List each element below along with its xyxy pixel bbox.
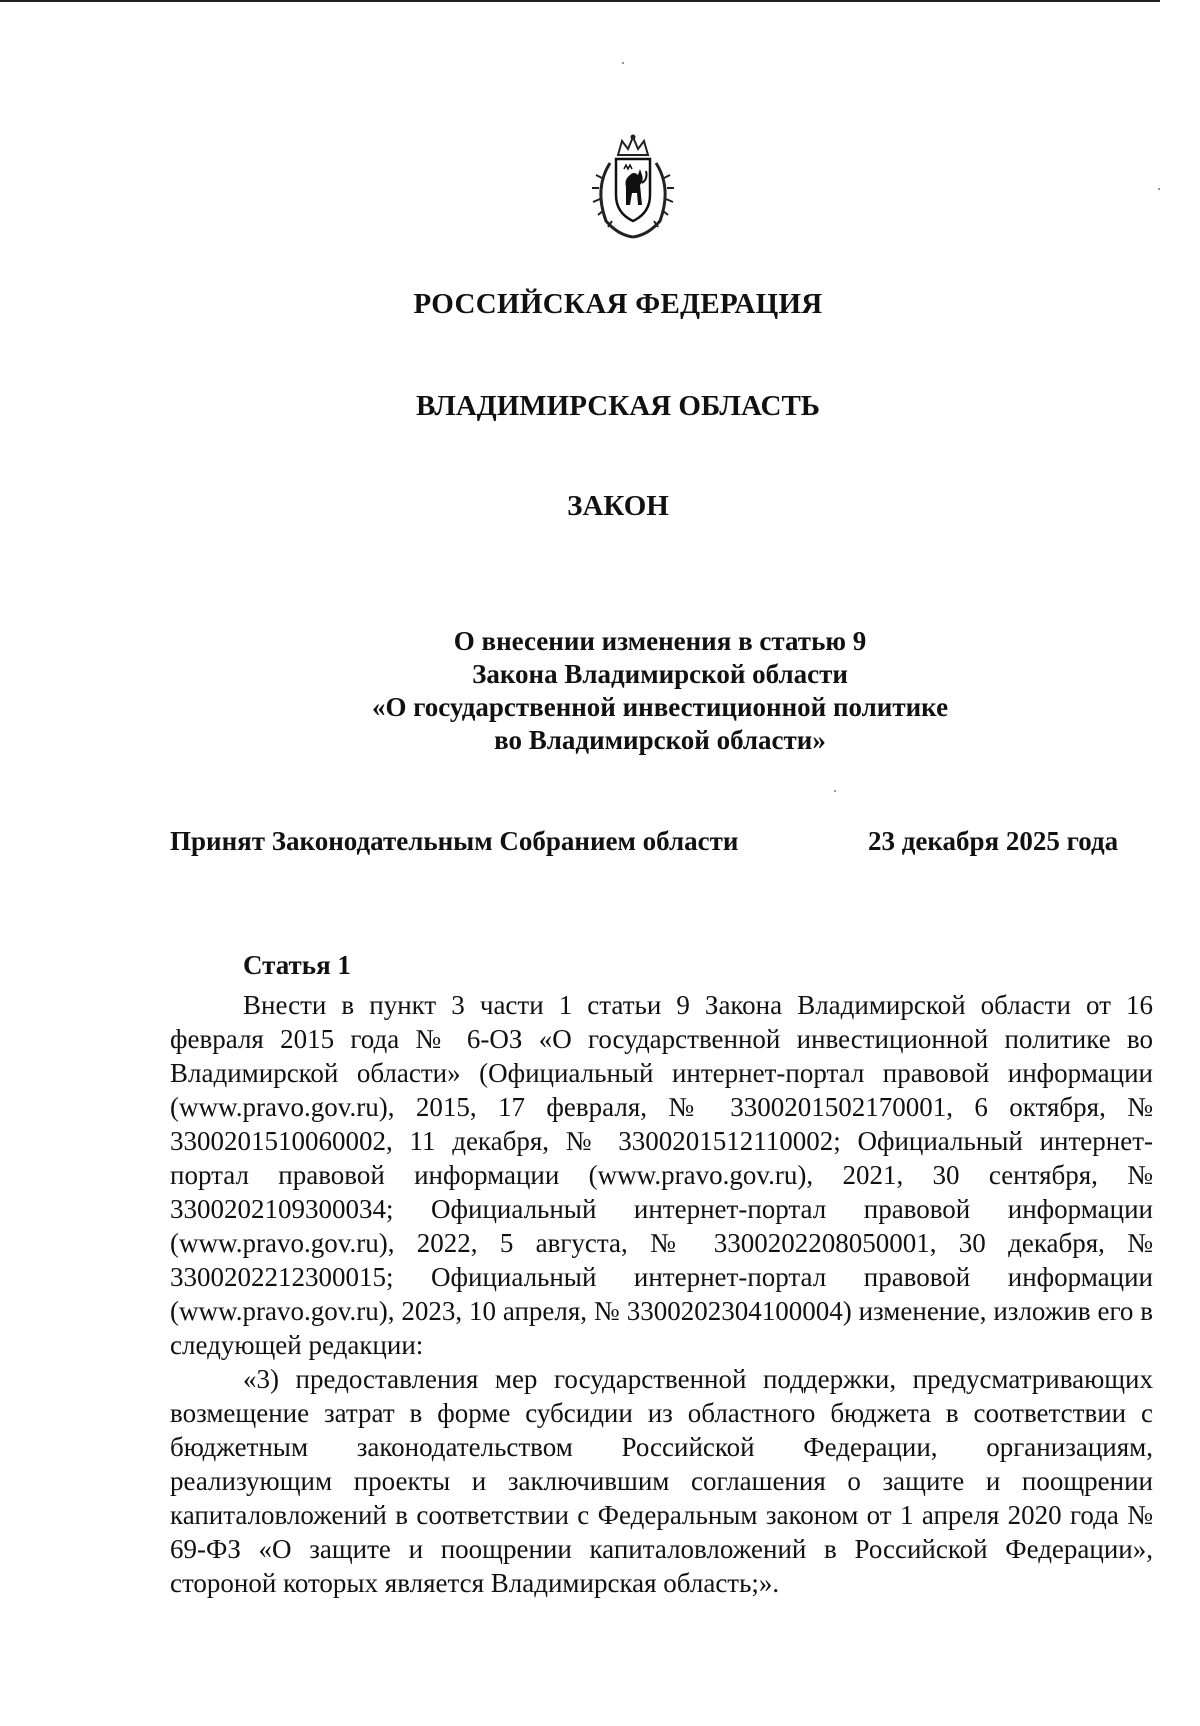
scan-speck [834, 790, 836, 792]
scan-speck [622, 62, 624, 64]
coat-of-arms-icon [588, 133, 678, 243]
document-type-heading: ЗАКОН [567, 490, 669, 522]
adoption-date: 23 декабря 2025 года [868, 826, 1119, 856]
country-heading: РОССИЙСКАЯ ФЕДЕРАЦИЯ [413, 288, 823, 320]
subject-line: О внесении изменения в статью 9 [453, 626, 867, 656]
article-paragraph-quoted: «3) предоставления мер государственной поддержки, предусматривающих возмещение затрат в форме субсидии из областного бюджета в соответствии с бюджетным законодательством Российской Федерации, организациям, реализующим проекты и заключившим соглашения о защите и поощрении капиталовложений в соответствии с Федеральным законом от 1 апреля 2020 года № 69-ФЗ «О защите и поощрении капиталовложений в Российской Федерации», стороной которых является Владимирская область;». [170, 1364, 1153, 1598]
article-paragraph: Внести в пункт 3 части 1 статьи 9 Закона Владимирской области от 16 февраля 2015 года № 6-ОЗ «О государственной инвестиционной политике во Владимирской области» (Официальный интернет-портал правовой информации (www.pravo.gov.ru), 2015, 17 февраля, № 3300201502170001, 6 октября, № 3300201510060002, 11 декабря, № 3300201512110002; Официальный интернет-портал правовой информации (www.pravo.gov.ru), 2021, 30 сентября, № 3300202109300034; Официальный интернет-портал правовой информации (www.pravo.gov.ru), 2022, 5 августа, № 3300202208050001, 30 декабря, № 3300202212300015; Официальный интернет-портал правовой информации (www.pravo.gov.ru), 2023, 10 апреля, № 3300202304100004) изменение, изложив его в следующей редакции: [170, 990, 1153, 1360]
article-body [170, 988, 1153, 1600]
article-title: Статья 1 [243, 950, 351, 980]
top-border-line [0, 0, 1160, 2]
adoption-label: Принят Законодательным Собранием области [170, 826, 739, 856]
scan-speck [1158, 188, 1160, 190]
subject-line: Закона Владимирской области [472, 659, 848, 689]
region-heading: ВЛАДИМИРСКАЯ ОБЛАСТЬ [416, 390, 820, 422]
subject-line: «О государственной инвестиционной политике [371, 692, 949, 722]
subject-line: во Владимирской области» [494, 725, 826, 755]
law-subject-title [330, 625, 990, 757]
